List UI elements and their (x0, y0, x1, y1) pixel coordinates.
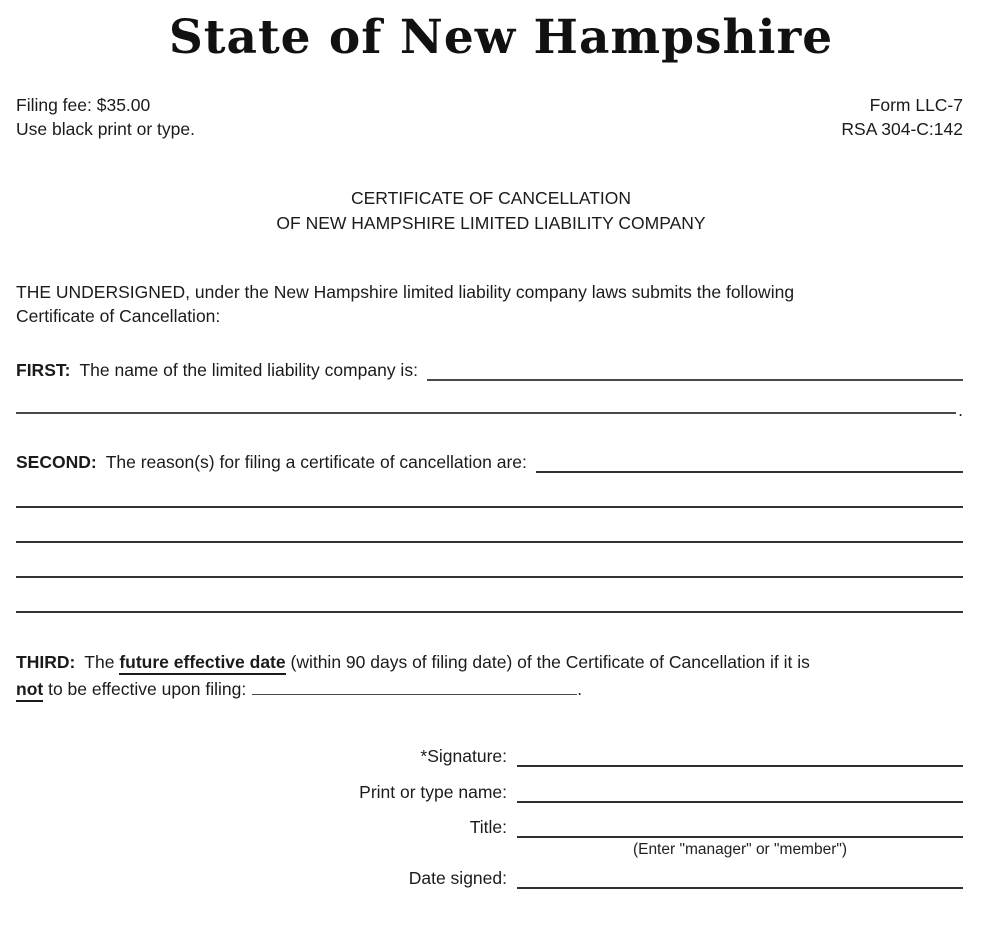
third-text-a: The (84, 652, 120, 672)
effective-date-blank-line[interactable] (252, 681, 577, 695)
title-row (16, 817, 963, 839)
form-heading-line1: CERTIFICATE OF CANCELLATION (350, 188, 632, 208)
reasons-blank-line1[interactable] (536, 471, 963, 473)
filing-info (16, 93, 195, 141)
signature-label: *Signature: (420, 746, 507, 766)
form-heading-line2: OF NEW HAMPSHIRE LIMITED LIABILITY COMPANY (276, 213, 706, 233)
intro-line2: Certificate of Cancellation: (16, 306, 221, 326)
company-name-blank-line1[interactable] (427, 379, 963, 381)
third-text-b: (within 90 days of filing date) of the Certificate of Cancellation if it is (285, 652, 810, 672)
intro-line1: THE UNDERSIGNED, under the New Hampshire limited liability company laws submits the following (16, 282, 795, 302)
first-section (16, 360, 963, 382)
reasons-blank-line4[interactable] (16, 576, 963, 578)
third-emphasis-future-effective-date: future effective date (119, 652, 285, 675)
print-instruction-text: Use black print or type. (16, 119, 195, 139)
second-text: The reason(s) for filing a certificate of cancellation are: (105, 452, 527, 472)
first-period: . (958, 400, 963, 420)
date-signed-blank-line[interactable] (517, 887, 963, 889)
form-number-text: Form LLC-7 (869, 95, 963, 115)
signature-row (16, 746, 963, 768)
form-reference (841, 93, 963, 141)
third-emphasis-not: not (16, 679, 43, 702)
print-name-label: Print or type name: (359, 782, 507, 802)
signature-blank-line[interactable] (517, 765, 963, 767)
first-text: The name of the limited liability company is: (79, 360, 418, 380)
filing-fee-text: Filing fee: $35.00 (16, 95, 151, 115)
third-label: THIRD: (16, 652, 76, 672)
third-text-c: to be effective upon filing: (43, 679, 247, 699)
third-section (16, 649, 957, 703)
reasons-blank-line2[interactable] (16, 506, 963, 508)
date-signed-label: Date signed: (408, 868, 507, 888)
reasons-blank-line5[interactable] (16, 611, 963, 613)
first-label: FIRST: (16, 360, 71, 380)
second-label: SECOND: (16, 452, 97, 472)
reasons-blank-line3[interactable] (16, 541, 963, 543)
print-name-blank-line[interactable] (517, 801, 963, 803)
title-label: Title: (469, 817, 507, 837)
intro-paragraph (16, 280, 952, 328)
title-blank-line[interactable] (517, 836, 963, 838)
statute-reference-text: RSA 304-C:142 (841, 119, 963, 139)
date-signed-row (16, 868, 963, 890)
first-section-continued (16, 393, 963, 420)
print-name-row (16, 782, 963, 804)
form-heading (0, 186, 982, 236)
title-note: (Enter "manager" or "member") (632, 841, 848, 858)
page-title: State of New Hampshire (168, 10, 834, 65)
second-section (16, 452, 963, 474)
third-period: . (577, 679, 583, 699)
company-name-blank-line2[interactable] (16, 412, 956, 414)
